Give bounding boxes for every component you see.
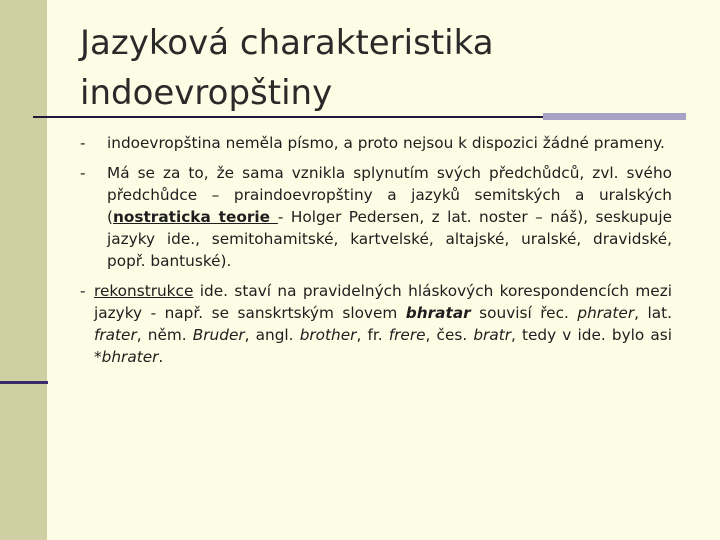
word-bruder: Bruder [192,326,245,344]
slide-title [80,18,680,118]
title-underline [33,116,543,118]
paragraph-2-text [107,162,672,272]
title-line-2: indoevropštiny [80,73,333,113]
word-bhratar: bhratar [405,304,471,322]
p3-text-f: , fr. [356,326,389,344]
p3-text-h: , tedy v ide. bylo asi [511,326,672,344]
slide-body [80,128,672,368]
title-underline-accent [543,113,686,120]
bullet-dash: - [80,282,86,300]
paragraph-3-text [94,280,672,368]
paragraph-2 [80,162,672,272]
word-frater: frater [94,326,137,344]
p3-text-a: ide. staví na pravidelných hláskových korespondencích mezi jazyky - např. se sanskrtským slovem [94,282,672,322]
bullet-dash: - [80,164,86,182]
p3-text-e: , angl. [244,326,300,344]
nostraticka-teorie-link[interactable]: nostraticka teorie [112,208,278,226]
word-bratr: bratr [473,326,511,344]
left-decorative-bar [0,0,47,540]
left-bar-tick [0,381,48,384]
p3-text-i: . [158,348,164,366]
p2-text-a: Má se za to, že sama vznikla splynutím svých předchůdců, zvl. svého předchůdce – praindoevropštiny a jazyků semitských a uralských ( [107,164,672,226]
word-bhrater-reconstructed: *bhrater [94,348,159,366]
word-phrater: phrater [577,304,635,322]
p3-text-b: souvisí řec. [470,304,578,322]
title-line-1: Jazyková charakteristika [80,23,494,63]
p3-text-d: , něm. [136,326,193,344]
word-frere: frere [388,326,426,344]
p3-text-c: , lat. [634,304,672,322]
bullet-dash: - [80,134,86,152]
p3-text-g: , čes. [425,326,474,344]
paragraph-1 [80,132,672,154]
paragraph-1-text: indoevropština neměla písmo, a proto nejsou k dispozici žádné prameny. [107,134,665,152]
paragraph-3 [80,280,672,368]
rekonstrukce-link[interactable]: rekonstrukce [94,282,194,300]
word-brother: brother [299,326,357,344]
p2-text-b: - Holger Pedersen, z lat. noster – náš), seskupuje jazyky ide., semitohamitské, kartvelské, altajské, uralské, dravidské, popř. bantuské). [107,208,672,270]
